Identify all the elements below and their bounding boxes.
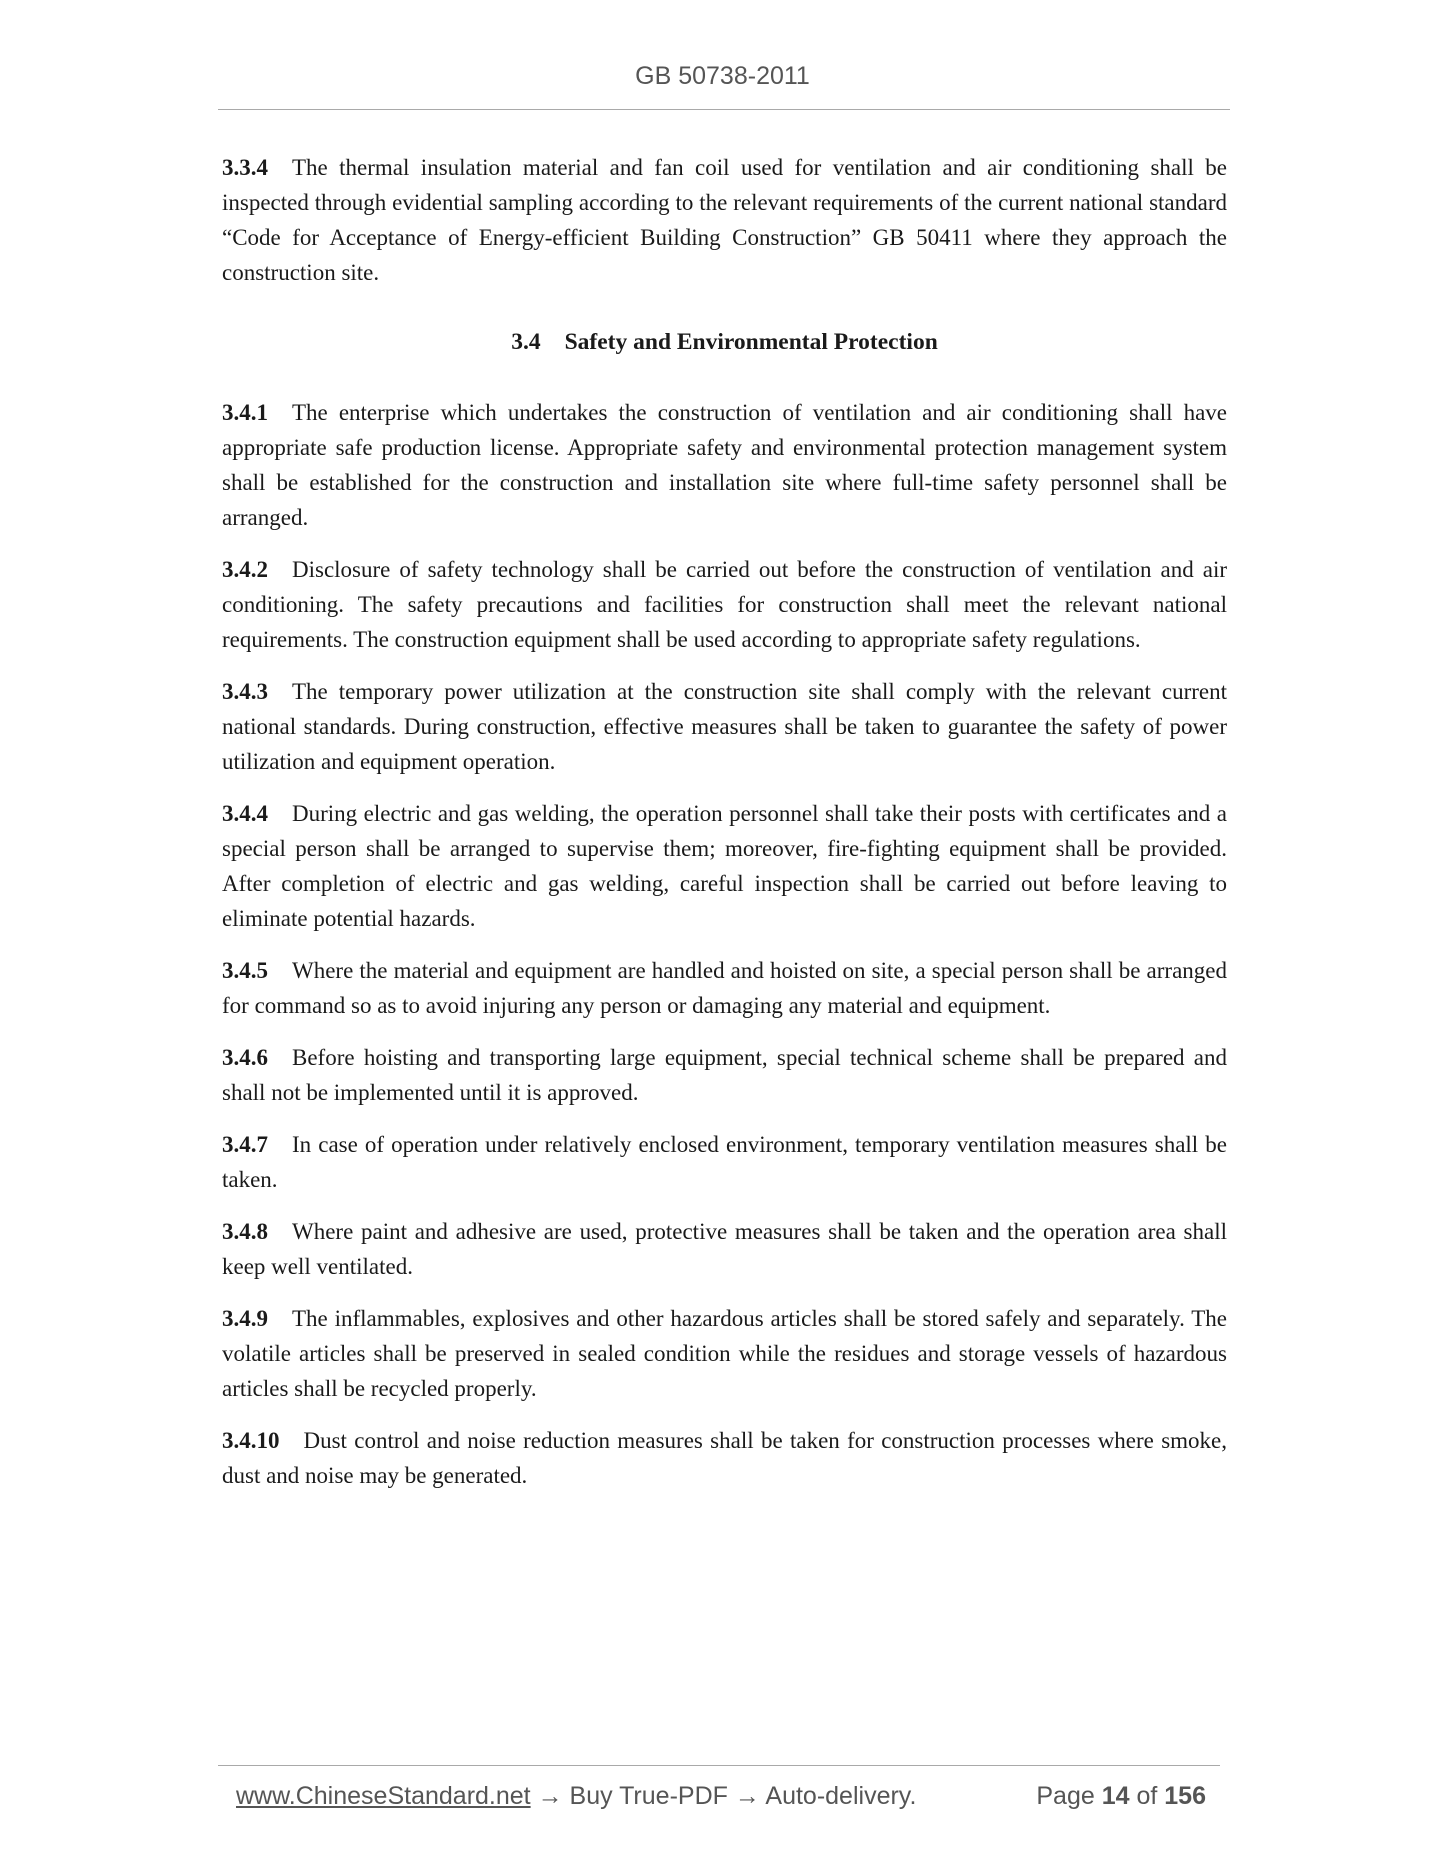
clause-number: 3.3.4 xyxy=(222,155,268,180)
running-header-title: GB 50738-2011 xyxy=(635,62,810,90)
clause-number: 3.4.9 xyxy=(222,1306,268,1331)
clause-number: 3.4.1 xyxy=(222,400,268,425)
clause-3-4-4 xyxy=(222,796,1227,936)
clause-text: The thermal insulation material and fan coil used for ventilation and air conditioning shall be inspected through evidential sampling according to the relevant requirements of the current national standard “Code for Acceptance of Energy-efficient Building Construction” GB 50411 where they approach the construction site. xyxy=(222,155,1227,285)
clause-text: The inflammables, explosives and other hazardous articles shall be stored safely and separately. The volatile articles shall be preserved in sealed condition while the residues and storage vessels of hazardous articles shall be recycled properly. xyxy=(222,1306,1227,1401)
clause-text: During electric and gas welding, the operation personnel shall take their posts with certificates and a special person shall be arranged to supervise them; moreover, fire-fighting equipment shall be provided. After completion of electric and gas welding, careful inspection shall be carried out before leaving to eliminate potential hazards. xyxy=(222,801,1227,931)
clause-text: Disclosure of safety technology shall be carried out before the construction of ventilation and air conditioning. The safety precautions and facilities for construction shall meet the relevant national requirements. The construction equipment shall be used according to appropriate safety regulations. xyxy=(222,557,1227,652)
clause-text: The temporary power utilization at the construction site shall comply with the relevant current national standards. During construction, effective measures shall be taken to guarantee the safety of power utilization and equipment operation. xyxy=(222,679,1227,774)
total-pages: 156 xyxy=(1164,1782,1206,1810)
clause-number: 3.4.7 xyxy=(222,1132,268,1157)
clause-3-4-7 xyxy=(222,1127,1227,1197)
section-number: 3.4 xyxy=(511,329,541,355)
clause-3-4-6 xyxy=(222,1040,1227,1110)
clause-text: Dust control and noise reduction measures shall be taken for construction processes where smoke, dust and noise may be generated. xyxy=(222,1428,1227,1488)
section-title: Safety and Environmental Protection xyxy=(564,329,938,355)
clause-number: 3.4.10 xyxy=(222,1428,280,1453)
clause-3-4-9 xyxy=(222,1301,1227,1406)
page-indicator xyxy=(1036,1782,1206,1811)
clause-number: 3.4.5 xyxy=(222,958,268,983)
clause-number: 3.4.4 xyxy=(222,801,268,826)
clause-3-4-3 xyxy=(222,674,1227,779)
clause-3-4-10 xyxy=(222,1423,1227,1493)
clause-text: The enterprise which undertakes the construction of ventilation and air conditioning shall have appropriate safe production license. Appropriate safety and environmental protection management system shall be established for the construction and installation site where full-time safety personnel shall be arranged. xyxy=(222,400,1227,530)
clause-text: Before hoisting and transporting large equipment, special technical scheme shall be prepared and shall not be implemented until it is approved. xyxy=(222,1045,1227,1105)
clause-3-4-5 xyxy=(222,953,1227,1023)
clause-number: 3.4.3 xyxy=(222,679,268,704)
of-label: of xyxy=(1136,1782,1158,1810)
clause-number: 3.4.2 xyxy=(222,557,268,582)
clause-3-4-1 xyxy=(222,395,1227,535)
footer-promo xyxy=(236,1782,916,1811)
clause-3-4-8 xyxy=(222,1214,1227,1284)
clause-number: 3.4.8 xyxy=(222,1219,268,1244)
clause-text: Where paint and adhesive are used, protective measures shall be taken and the operation area shall keep well ventilated. xyxy=(222,1219,1227,1279)
clause-3-4-2 xyxy=(222,552,1227,657)
clause-3-3-4 xyxy=(222,150,1227,290)
footer-divider xyxy=(218,1765,1220,1766)
header-divider xyxy=(218,109,1230,110)
clause-text: In case of operation under relatively enclosed environment, temporary ventilation measures shall be taken. xyxy=(222,1132,1227,1192)
section-heading xyxy=(222,325,1227,360)
website-link[interactable]: www.ChineseStandard.net xyxy=(236,1782,531,1810)
clause-number: 3.4.6 xyxy=(222,1045,268,1070)
page-number: 14 xyxy=(1101,1782,1130,1810)
footer-promo-text: → Buy True-PDF → Auto-delivery. xyxy=(530,1782,917,1810)
clause-text: Where the material and equipment are handled and hoisted on site, a special person shall be arranged for command so as to avoid injuring any person or damaging any material and equipment. xyxy=(222,958,1227,1018)
document-body xyxy=(222,150,1227,1510)
page-label: Page xyxy=(1036,1782,1095,1810)
